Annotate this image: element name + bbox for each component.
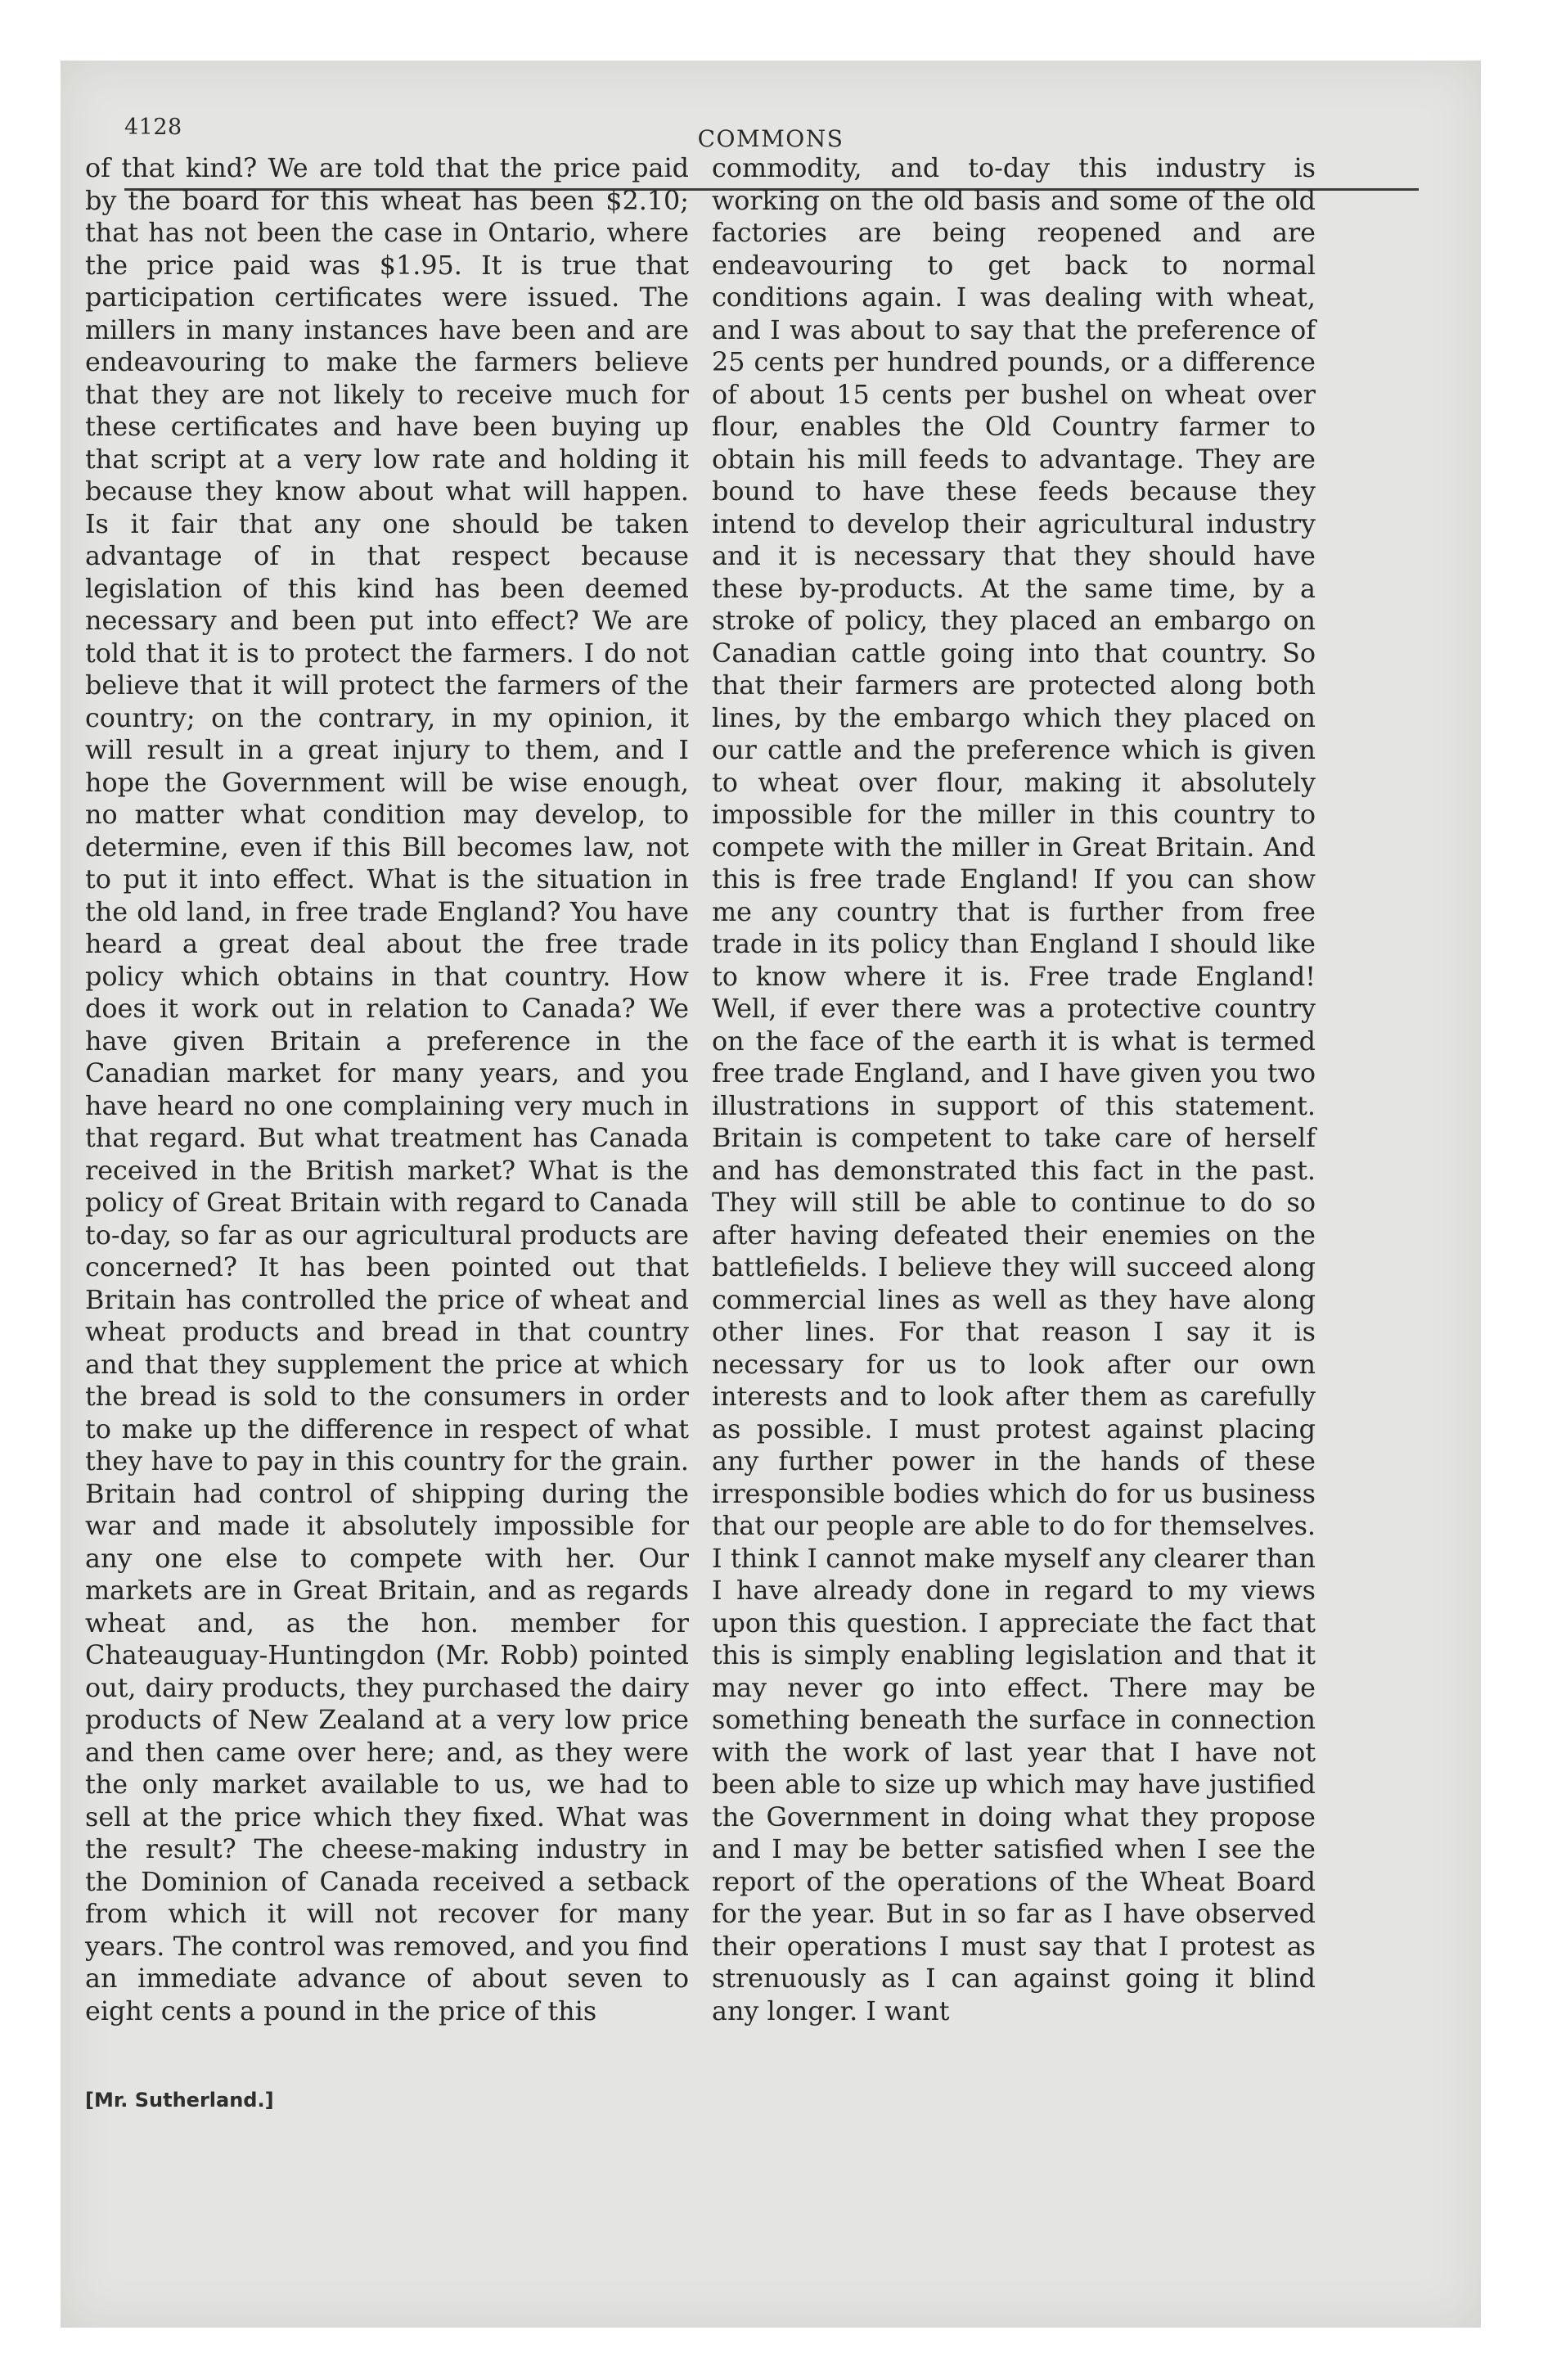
left-column-text: of that kind? We are told that the price paid by the board for this wheat has been $2.10; that has not been the case in Ontario, where the price paid was $1.95. It is true that participation certificates were issued. The millers in many instances have been and are endeavouring to make the farmers believe that they are not likely to receive much for these certificates and have been buying up that script at a very low rate and holding it because they know about what will happen. Is it fair that any one should be taken advantage of in that respect because legislation of this kind has been deemed necessary and been put into effect? We are told that it is to protect the farmers. I do not believe that it will protect the farmers of the country; on the contrary, in my opinion, it will result in a great injury to them, and I hope the Government will be wise enough, no matter what condition may develop, to determine, even if this Bill becomes law, not to put it into effect. What is the situation in the old land, in free trade England? You have heard a great deal about the free trade policy which obtains in that country. How does it work out in relation to Canada? We have given Britain a preference in the Canadian market for many years, and you have heard no one complaining very much in that regard. But what treatment has Canada received in the British market? What is the policy of Great Britain with regard to Canada to-day, so far as our agricultural products are concerned? It has been pointed out that Britain has controlled the price of wheat and wheat products and bread in that country and that they supplement the price at which the bread is sold to the consumers in order to make up the difference in respect of what they have to pay in this country for the grain. Britain had control of shipping during the war and made it absolutely impossible for any one else to compete with her. Our markets are in Great Britain, and as regards wheat and, as the hon. member for Chateauguay-Huntingdon (Mr. Robb) pointed out, dairy products, they purchased the dairy products of New Zealand at a very low price and then came over here; and, as they were the only market available to us, we had to sell at the price which they fixed. What was the result? The cheese-making industry in the Dominion of Canada received a setback from which it will not recover for many years. The control was removed, and you find an immediate advance of about seven to eight cents a pound in the price of this [85, 153, 689, 2026]
running-head-title: COMMONS [697, 125, 844, 152]
speaker-attribution: [Mr. Sutherland.] [85, 2089, 274, 2112]
right-column [712, 152, 1316, 2027]
page-number: 4128 [124, 115, 182, 140]
right-column-text: commodity, and to-day this industry is working on the old basis and some of the old factories are being reopened and are endeavouring to get back to normal conditions again. I was dealing with wheat, and I was about to say that the preference of 25 cents per hundred pounds, or a difference of about 15 cents per bushel on wheat over flour, enables the Old Country farmer to obtain his mill feeds to advantage. They are bound to have these feeds because they intend to develop their agricultural industry and it is necessary that they should have these by-products. At the same time, by a stroke of policy, they placed an embargo on Canadian cattle going into that country. So that their farmers are protected along both lines, by the embargo which they placed on our cattle and the preference which is given to wheat over flour, making it absolutely impossible for the miller in this country to compete with the miller in Great Britain. And this is free trade England! If you can show me any country that is further from free trade in its policy than England I should like to know where it is. Free trade England! Well, if ever there was a protective country on the face of the earth it is what is termed free trade England, and I have given you two illustrations in support of this statement. Britain is competent to take care of herself and has demonstrated this fact in the past. They will still be able to continue to do so after having defeated their enemies on the battlefields. I believe they will succeed along commercial lines as well as they have along other lines. For that reason I say it is necessary for us to look after our own interests and to look after them as carefully as possible. I must protest against placing any further power in the hands of these irresponsible bodies which do for us business that our people are able to do for themselves. I think I cannot make myself any clearer than I have already done in regard to my views upon this question. I appreciate the fact that this is simply enabling legislation and that it may never go into effect. There may be something beneath the surface in connection with the work of last year that I have not been able to size up which may have justified the Government in doing what they propose and I may be better satisfied when I see the report of the operations of the Wheat Board for the year. But in so far as I have observed their operations I must say that I protest as strenuously as I can against going it blind any longer. I want [712, 153, 1316, 2026]
left-column [85, 152, 689, 2027]
